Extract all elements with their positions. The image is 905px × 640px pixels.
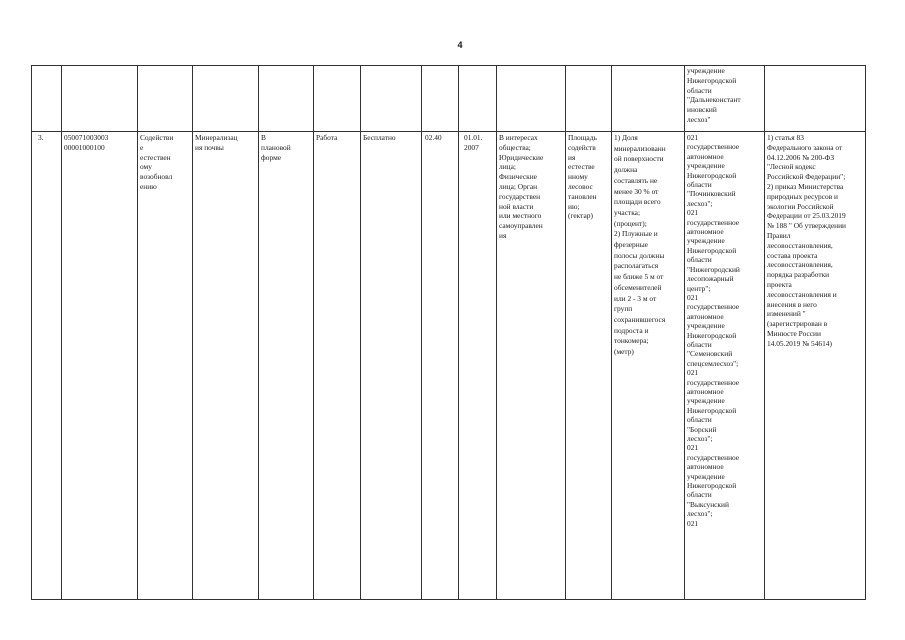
cont-cell-indicator [566, 66, 612, 132]
text-line: Российской Федерации"; [767, 172, 846, 182]
text-line: лесовосстановления и [767, 289, 837, 299]
text-line: 1) Доля [614, 133, 638, 142]
cont-cell-date [459, 66, 497, 132]
service-code-text [64, 133, 135, 153]
cont-cell-okved [422, 66, 459, 132]
registry-table [31, 65, 866, 600]
text-line: ия [499, 230, 507, 240]
text-line: 2) Плужные и [614, 229, 658, 239]
cont-cell-code [62, 66, 138, 132]
form-of-provision [259, 132, 314, 600]
text-line: "Выксунский [687, 499, 729, 509]
form-text [261, 133, 311, 162]
text-line: проекта [767, 279, 792, 289]
text-line: области [687, 339, 712, 349]
text-line: центр"; [687, 283, 711, 293]
text-line: Содействи [140, 133, 174, 142]
service-name [138, 132, 193, 600]
text-line: лесхоз"; [687, 198, 713, 208]
text-line: Юридические [499, 152, 544, 162]
text-line: участка; [614, 207, 641, 217]
text-line: менее 30 % от [614, 186, 659, 196]
text-line: природных ресурсов и [767, 191, 839, 201]
text-line: иновский [687, 105, 717, 115]
text-line: лесопожарный [687, 274, 734, 284]
text-line: (метр) [614, 347, 634, 357]
text-line: полосы должны [614, 250, 665, 260]
text-line: 021 [687, 208, 699, 218]
text-line: ия почвы [195, 142, 224, 152]
cont-cell-payment [361, 66, 422, 132]
text-line: изменений " [767, 309, 806, 319]
text-line: ой поверхности [614, 154, 664, 164]
text-line: 021 [687, 443, 699, 453]
text-line: учреждение [687, 396, 725, 406]
text-line: должна [614, 165, 638, 175]
text-line: возобновл [140, 172, 173, 182]
text-line: области [687, 180, 712, 190]
text-line: 1) статья 83 [767, 133, 804, 142]
text-line: автономное [687, 386, 724, 396]
text-line: естествен [140, 152, 171, 162]
text-line: Минерализац [195, 133, 238, 142]
text-line: государствен [499, 191, 541, 201]
quality-indicators [612, 132, 685, 600]
text-line: лесовос [568, 181, 593, 191]
text-line: лесхоз"; [687, 509, 713, 519]
work-content-text [195, 133, 256, 153]
volume-indicator-text [568, 133, 609, 221]
text-line: автономное [687, 311, 724, 321]
text-line: (зарегистрирован в [767, 319, 828, 329]
text-line: лица; [499, 162, 516, 172]
text-line: области [687, 415, 712, 425]
text-line: Федерального закона от [767, 142, 843, 152]
cont-cell-legal [765, 66, 866, 132]
text-line: естестве [568, 162, 595, 172]
text-line: располагаться [614, 261, 659, 271]
text-line: 01.01. [464, 133, 483, 142]
text-line: Нижегородской [687, 245, 737, 255]
cont-cell-service [138, 66, 193, 132]
institutions [685, 132, 765, 600]
text-line: Нижегородской [687, 330, 737, 340]
text-line: самоуправлен [499, 221, 543, 231]
text-line: "Починковский [687, 189, 736, 199]
text-line: государственное [687, 452, 740, 462]
text-line: автономное [687, 227, 724, 237]
start-date-text [461, 133, 494, 153]
continuation-institution-text [687, 66, 762, 125]
text-line: или 2 - 3 м от [614, 293, 657, 303]
cont-cell-form [259, 66, 314, 132]
text-line: 021 [687, 292, 699, 302]
text-line: "Дальнеконстант [687, 95, 741, 105]
text-line: Площадь [568, 133, 597, 142]
text-line: тонкомера; [614, 336, 649, 346]
text-line: ию; [568, 201, 580, 211]
text-line: учреждение [687, 471, 725, 481]
text-line: Нижегородской [687, 75, 737, 85]
service-code [62, 132, 138, 600]
text-line: "Семеновский [687, 349, 733, 359]
text-line: государственное [687, 302, 740, 312]
text-line: учреждение [687, 236, 725, 246]
cont-cell-work [193, 66, 259, 132]
okved-code: 02.40 [422, 132, 459, 600]
text-line: общества; [499, 142, 531, 152]
text-line: ому [140, 162, 152, 172]
text-line: минерализованн [614, 143, 666, 153]
text-line: В [261, 133, 266, 142]
text-line: "Нижегородский [687, 264, 740, 274]
text-line: области [687, 490, 712, 500]
text-line: плановой [261, 142, 291, 152]
text-line: Нижегородской [687, 405, 737, 415]
text-line: Нижегородской [687, 170, 737, 180]
institutions-text [687, 133, 762, 528]
text-line: 14.05.2019 № 54614) [767, 338, 832, 348]
text-line: 00001000100 [64, 142, 105, 152]
text-line: "Лесной кодекс [767, 162, 816, 172]
legal-basis [765, 132, 866, 600]
cont-cell-institutions [685, 66, 765, 132]
service-name-text [140, 133, 190, 192]
text-line: ной власти [499, 201, 534, 211]
payment-type: Бесплатно [361, 132, 422, 600]
text-line: Правил [767, 230, 791, 240]
text-line: (процент); [614, 218, 647, 228]
text-line: не ближе 5 м от [614, 272, 664, 282]
text-line: (гектар) [568, 211, 593, 221]
text-line: спецсемлесхоз"; [687, 358, 739, 368]
text-line: подроста и [614, 325, 649, 335]
text-line: В интересах [499, 133, 538, 142]
cont-cell-type [314, 66, 361, 132]
text-line: групп [614, 304, 633, 314]
text-line: лесовосстановления, [767, 240, 833, 250]
text-line: площади всего [614, 197, 661, 207]
text-line: учреждение [687, 321, 725, 331]
text-line: 050071003003 [64, 133, 109, 142]
text-line: состава проекта [767, 250, 818, 260]
text-line: лесхоз" [687, 114, 711, 124]
text-line: государственное [687, 217, 740, 227]
text-line: лесовосстановления, [767, 260, 833, 270]
cont-cell-quality [612, 66, 685, 132]
volume-indicator [566, 132, 612, 600]
text-line: ению [140, 181, 157, 191]
text-line: области [687, 255, 712, 265]
text-line: № 188 " Об утверждении [767, 221, 847, 231]
text-line: области [687, 85, 712, 95]
text-line: Физические [499, 172, 537, 182]
table-row [32, 132, 866, 600]
text-line: экологии Российской [767, 201, 834, 211]
text-line: 021 [687, 368, 699, 378]
text-line: учреждение [687, 161, 725, 171]
text-line: автономное [687, 151, 724, 161]
cont-cell-num [32, 66, 62, 132]
row-number: 3. [32, 132, 62, 600]
text-line: составлять не [614, 175, 658, 185]
start-date [459, 132, 497, 600]
text-line: ия [568, 152, 576, 162]
text-line: Минюсте России [767, 328, 821, 338]
continuation-row [32, 66, 866, 132]
text-line: сохранившегося [614, 314, 666, 324]
text-line: 04.12.2006 № 200-ФЗ [767, 152, 835, 162]
text-line: 021 [687, 518, 699, 528]
text-line: е [140, 142, 144, 152]
text-line: тановлен [568, 191, 597, 201]
text-line: внесения в него [767, 299, 817, 309]
text-line: фрезерные [614, 240, 648, 250]
text-line: обсеменителей [614, 282, 662, 292]
page-number: 4 [457, 40, 463, 50]
quality-indicators-text [614, 133, 682, 358]
text-line: форме [261, 152, 282, 162]
text-line: порядка разработки [767, 270, 830, 280]
text-line: государственное [687, 377, 740, 387]
text-line: "Борский [687, 424, 717, 434]
text-line: или местного [499, 211, 542, 221]
consumers-text [499, 133, 563, 241]
work-type: Работа [314, 132, 361, 600]
text-line: 2) приказ Министерства [767, 181, 844, 191]
text-line: 021 [687, 133, 699, 142]
text-line: нному [568, 172, 588, 182]
text-line: Федерации от 25.03.2019 [767, 211, 846, 221]
text-line: 2007 [464, 142, 479, 152]
text-line: Нижегородской [687, 481, 737, 491]
consumers [497, 132, 566, 600]
text-line: лица; Орган [499, 181, 538, 191]
text-line: автономное [687, 462, 724, 472]
text-line: лесхоз"; [687, 434, 713, 443]
work-content [193, 132, 259, 600]
text-line: содейств [568, 142, 596, 152]
legal-basis-text [767, 133, 863, 349]
cont-cell-consumers [497, 66, 566, 132]
text-line: государственное [687, 142, 740, 152]
text-line: учреждение [687, 66, 725, 75]
